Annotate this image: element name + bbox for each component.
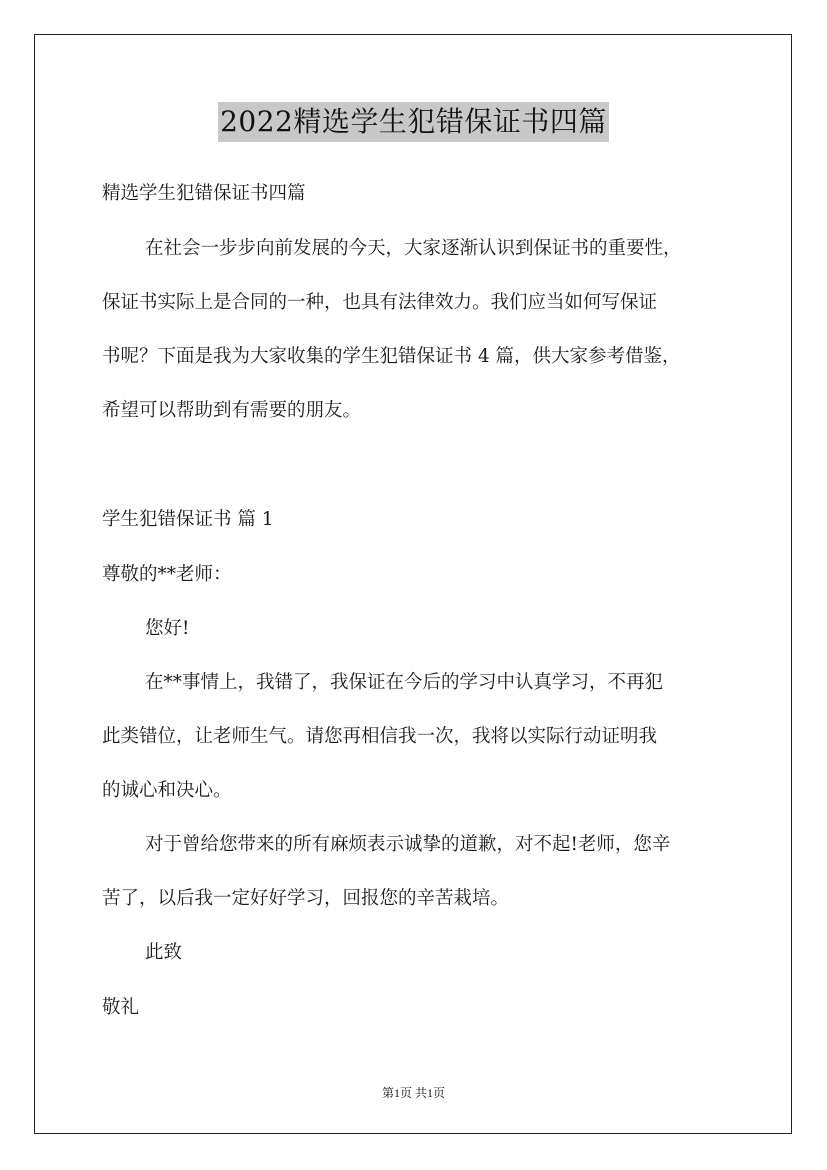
para1-line-3: 的诚心和决心。 [102, 780, 232, 801]
document-subtitle: 精选学生犯错保证书四篇 [102, 183, 306, 204]
intro-line-3: 书呢？下面是我为大家收集的学生犯错保证书 4 篇，供大家参考借鉴， [102, 346, 681, 367]
document-title: 2022精选学生犯错保证书四篇 [218, 102, 609, 142]
closing-ci-zhi: 此致 [145, 942, 183, 963]
intro-line-2: 保证书实际上是合同的一种，也具有法律效力。我们应当如何写保证 [102, 292, 658, 313]
intro-line-4: 希望可以帮助到有需要的朋友。 [102, 400, 362, 421]
para1-line-2: 此类错位，让老师生气。请您再相信我一次，我将以实际行动证明我 [102, 726, 658, 747]
para2-line-2: 苦了，以后我一定好好学习，回报您的辛苦栽培。 [102, 888, 510, 909]
salutation: 尊敬的**老师： [102, 564, 232, 585]
section-heading: 学生犯错保证书 篇 1 [102, 509, 274, 530]
para1-line-1: 在**事情上，我错了，我保证在今后的学习中认真学习，不再犯 [145, 672, 664, 693]
intro-line-1: 在社会一步步向前发展的今天，大家逐渐认识到保证书的重要性， [145, 238, 682, 259]
greeting: 您好! [145, 618, 190, 639]
para2-line-1: 对于曾给您带来的所有麻烦表示诚挚的道歉，对不起!老师，您辛 [145, 834, 671, 855]
page-footer: 第1页 共1页 [381, 1086, 445, 1100]
title-container [0, 102, 827, 142]
closing-jing-li: 敬礼 [102, 997, 140, 1018]
